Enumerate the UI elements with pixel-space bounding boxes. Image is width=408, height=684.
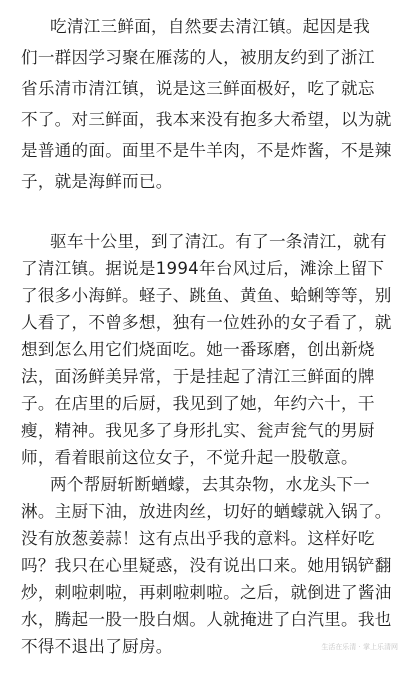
text-line: 想到怎么用它们烧面吃。她一番琢磨，创出新烧 (21, 340, 375, 359)
text-line: 吃清江三鲜面，自然要去清江镇。起因是我 (50, 17, 371, 36)
text-line: 了清江镇。据说是1994年台风过后，滩涂上留下 (21, 259, 385, 278)
text-line: 子，就是海鲜而已。 (21, 172, 173, 191)
text-line: 师，看着眼前这位女子，不觉升起一股敬意。 (21, 448, 358, 467)
text-line: 不得不退出了厨房。 (21, 637, 173, 656)
text-line: 吗？我只在心里疑惑，没有说出口来。她用锅铲翻 (21, 556, 392, 575)
text-line: 炒，刺啦刺啦，再刺啦刺啦。之后，就倒进了酱油 (21, 583, 392, 602)
text-line: 驱车十公里，到了清江。有了一条清江，就有 (50, 232, 387, 251)
text-line: 不了。对三鲜面，我本来没有抱多大希望，以为就 (21, 110, 392, 129)
text-line: 了很多小海鲜。蛏子、跳鱼、黄鱼、蛤蜊等等，别 (21, 286, 392, 305)
text-line: 人看了，不曾多想，独有一位姓孙的女子看了，就 (21, 313, 392, 332)
text-line: 水，腾起一股一股白烟。人就掩进了白汽里。我也 (21, 610, 392, 629)
text-line: 是普通的面。面里不是牛羊肉，不是炸酱，不是辣 (21, 141, 392, 160)
text-line: 省乐清市清江镇，说是这三鲜面极好，吃了就忘 (21, 79, 375, 98)
text-line: 法，面汤鲜美异常，于是挂起了清江三鲜面的牌 (21, 367, 375, 386)
text-line: 们一群因学习聚在雁荡的人，被朋友约到了浙江 (21, 48, 375, 67)
watermark: 生活在乐清 · 掌上乐清网 (321, 643, 398, 651)
text-line: 子。在店里的后厨，我见到了她，年约六十，干 (21, 394, 375, 413)
text-line: 淋。主厨下油，放进肉丝，切好的蝤蠓就入锅了。 (21, 502, 392, 521)
text-line: 瘦，精神。我见多了身形扎实、瓮声瓮气的男厨 (21, 421, 375, 440)
text-line: 两个帮厨斩断蝤蠓，去其杂物，水龙头下一 (50, 475, 371, 494)
text-line: 没有放葱姜蒜！这有点出乎我的意料。这样好吃 (21, 529, 375, 548)
